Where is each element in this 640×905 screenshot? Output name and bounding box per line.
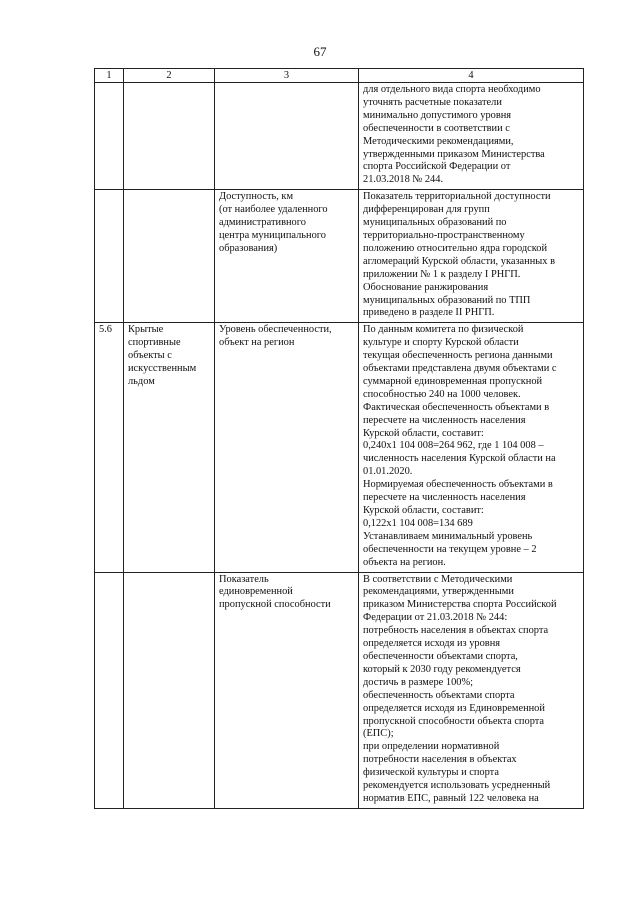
text-line: муниципальных образований по ТПП xyxy=(363,294,531,306)
table-row xyxy=(95,83,584,190)
cell-indicator xyxy=(215,323,359,572)
cell-object-type xyxy=(124,572,215,808)
text-line: По данным комитета по физической xyxy=(363,324,524,336)
cell-object-type xyxy=(124,190,215,323)
text-line: обеспеченность объектами спорта xyxy=(363,689,515,701)
cell-number xyxy=(95,572,124,808)
text-line: Устанавливаем минимальный уровень xyxy=(363,530,533,542)
text-line: Показатель территориальной доступности xyxy=(363,191,551,203)
text-line: спортивные xyxy=(128,337,181,349)
text-line: Федерации от 21.03.2018 № 244: xyxy=(363,612,508,624)
text-line: пропускной способности объекта спорта xyxy=(363,715,545,727)
cell-object-type xyxy=(124,323,215,572)
text-line: рекомендациями, утвержденными xyxy=(363,586,514,598)
text-line: приказом Министерства спорта Российской xyxy=(363,599,557,611)
text-line: который к 2030 году рекомендуется xyxy=(363,663,521,675)
text-line: обеспеченности объектами спорта, xyxy=(363,650,518,662)
text-line: определяется исходя из уровня xyxy=(363,638,501,650)
text-line: культуре и спорту Курской области xyxy=(363,337,519,349)
text-line: Методическими рекомендациями, xyxy=(363,135,514,147)
text-line: искусственным xyxy=(128,363,197,375)
text-line: рекомендуется использовать усредненный xyxy=(363,780,551,792)
text-line: потребности населения в объектах xyxy=(363,754,517,766)
text-line: положению относительно ядра городской xyxy=(363,242,548,254)
text-line: минимально допустимого уровня xyxy=(363,109,512,121)
cell-indicator xyxy=(215,190,359,323)
cell-justification xyxy=(359,572,584,808)
text-line: утвержденными приказом Министерства xyxy=(363,148,545,160)
page-number: 67 xyxy=(313,44,327,59)
text-line: численность населения Курской области на xyxy=(363,453,556,465)
text-line: пересчете на численность населения xyxy=(363,414,526,426)
cell-number xyxy=(95,190,124,323)
text-line: Нормируемая обеспеченность объектами в xyxy=(363,479,553,491)
text-line: 21.03.2018 № 244. xyxy=(363,174,444,186)
text-line: центра муниципального xyxy=(219,229,326,241)
text-line: приложении № 1 к разделу I РНГП. xyxy=(363,268,521,280)
cell-number xyxy=(95,323,124,572)
text-line: (от наиболее удаленного xyxy=(219,204,328,216)
text-line: дифференцирован для групп xyxy=(363,204,490,216)
text-line: муниципальных образований по xyxy=(363,217,507,229)
table-header-row xyxy=(95,69,584,83)
text-line: обеспеченности на текущем уровне – 2 xyxy=(363,543,537,555)
header-col-2: 2 xyxy=(124,69,215,83)
text-line: Доступность, км xyxy=(219,191,294,203)
norms-table xyxy=(94,68,584,809)
text-line: при определении нормативной xyxy=(363,741,500,753)
table-row xyxy=(95,572,584,808)
text-line: текущая обеспеченность региона данными xyxy=(363,350,553,362)
text-line: для отдельного вида спорта необходимо xyxy=(363,84,541,95)
text-line: объектами представлена двумя объектами с xyxy=(363,363,557,375)
table-row xyxy=(95,323,584,572)
header-col-1: 1 xyxy=(95,69,124,83)
text-line: способностью 240 на 1000 человек. xyxy=(363,388,521,400)
header-col-3: 3 xyxy=(215,69,359,83)
text-line: достичь в размере 100%; xyxy=(363,676,474,688)
text-line: потребность населения в объектах спорта xyxy=(363,625,549,637)
cell-indicator xyxy=(215,83,359,190)
text-line: пропускной способности xyxy=(219,599,331,611)
text-line: (ЕПС); xyxy=(363,728,394,740)
text-line: территориально-пространственному xyxy=(363,229,525,241)
text-line: Фактическая обеспеченность объектами в xyxy=(363,401,550,413)
text-line: суммарной единовременная пропускной xyxy=(363,375,543,387)
text-line: обеспеченности в соответствии с xyxy=(363,122,510,134)
cell-justification xyxy=(359,83,584,190)
text-line: уточнять расчетные показатели xyxy=(363,96,502,108)
text-line: норматив ЕПС, равный 122 человека на xyxy=(363,792,539,804)
text-line: приведено в разделе II РНГП. xyxy=(363,307,495,319)
text-line: единовременной xyxy=(219,586,293,598)
text-line: объекты с xyxy=(128,350,172,362)
cell-number xyxy=(95,83,124,190)
text-line: Крытые xyxy=(128,324,164,336)
text-line: Показатель xyxy=(219,573,269,585)
text-line: Обоснование ранжирования xyxy=(363,281,489,293)
header-col-4: 4 xyxy=(359,69,584,83)
text-line: спорта Российской Федерации от xyxy=(363,161,511,173)
text-line: образования) xyxy=(219,242,278,254)
text-line: В соответствии с Методическими xyxy=(363,573,513,585)
text-line: пересчете на численность населения xyxy=(363,492,526,504)
text-line: Курской области, составит: xyxy=(363,427,484,439)
text-line: объект на регион xyxy=(219,337,295,349)
text-line: объекта на регион. xyxy=(363,556,446,568)
cell-justification xyxy=(359,190,584,323)
text-line: 01.01.2020. xyxy=(363,466,413,478)
text-line: 0,240х1 104 008=264 962, где 1 104 008 – xyxy=(363,440,544,452)
text-line: определяется исходя из Единовременной xyxy=(363,702,545,714)
cell-object-type xyxy=(124,83,215,190)
text-line: 0,122х1 104 008=134 689 xyxy=(363,517,473,529)
cell-justification xyxy=(359,323,584,572)
text-line: Уровень обеспеченности, xyxy=(219,324,332,336)
text-line: агломераций Курской области, указанных в xyxy=(363,255,555,267)
cell-indicator xyxy=(215,572,359,808)
text-line: льдом xyxy=(128,375,155,387)
table-row xyxy=(95,190,584,323)
text-line: Курской области, составит: xyxy=(363,505,484,516)
cell-text: 5.6 xyxy=(99,324,112,336)
text-line: физической культуры и спорта xyxy=(363,767,499,779)
text-line: административного xyxy=(219,217,306,229)
